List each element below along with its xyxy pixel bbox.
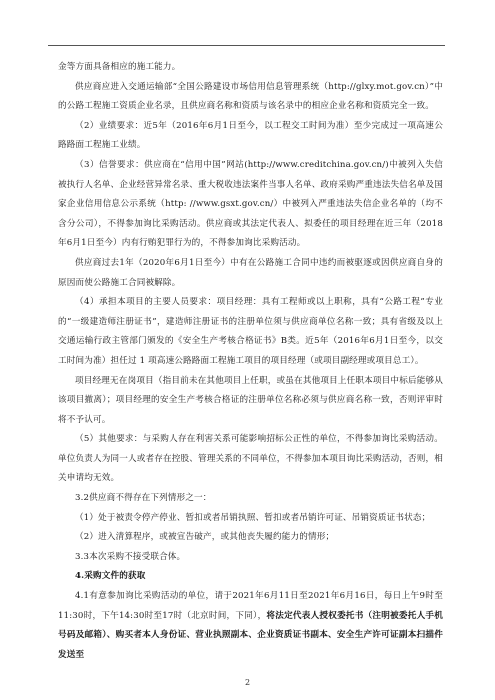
header-rule [48, 45, 445, 46]
paragraph: （5）其他要求：与采购人存在利害关系可能影响招标公正性的单位，不得参加询比采购活动。单位负责人为同一人或者存在控股、管理关系的不同单位，不得参加本项目询比采购活动，否则，相关申请均无效。 [58, 434, 443, 484]
paragraph: （3）信誉要求：供应商在“信用中国”网站(http://www.creditchina.gov.cn/)中被列入失信被执行人名单、企业经营异常名录、重大税收违法案件当事人名单、政府采购严重违法失信名单及国家企业信用信息公示系统（http: //www.gsxt.gov.cn/）中被列入严重违法失信企业名单的（均不含分公司），不得参加询比采购活动。供应商或其法定代表人、拟委任的项目经理在近三年（2018年6月1日至今）内有行贿犯罪行为的，不得参加询比采购活动。 [58, 159, 443, 249]
paragraph: 供应商应进入交通运输部“全国公路建设市场信用信息管理系统（http://glxy.mot.gov.cn）”中的公路工程施工资质企业名录，且供应商名称和资质与该名录中的相应企业名称和资质完全一致。 [58, 81, 443, 112]
paragraph-bold-text: 将法定代表人授权委托书（注明被委托人手机号码及邮箱）、购买者本人身份证、营业执照副本、企业资质证书副本、安全生产许可证副本扫描件发送至 [58, 610, 443, 660]
paragraph: 项目经理无在岗项目（指目前未在其他项目上任职，或虽在其他项目上任职本项目中标后能够从该项目撤离）；项目经理的安全生产考核合格证的注册单位名称必须与供应商名称一致，否则评审时将不予认可。 [58, 375, 443, 425]
paragraph: 供应商过去1年（2020年6月1日至今）中有在公路施工合同中违约而被驱逐或因供应商自身的原因而使公路施工合同被解除。 [58, 257, 443, 288]
paragraph-text: 4.1有意参加询比采购活动的单位，请于2021年6月11日至2021年6月16日，每日上午9时至11:30时，下午14:30时至17时（北京时间，下同）， [58, 591, 443, 621]
page-number: 2 [244, 678, 251, 687]
paragraph: （4）承担本项目的主要人员要求：项目经理：具有工程师或以上职称，具有“公路工程”专业的“一级建造师注册证书”，建造师注册证书的注册单位须与供应商单位名称一致；具有省级及以上交通运输行政主管部门颁发的《安全生产考核合格证书》B类。近5年（2016年6月1日至今，以交工时间为准）担任过 1 项高速公路路面工程施工项目的项目经理（或项目副经理或项目总工）。 [58, 297, 443, 366]
paragraph: （2）业绩要求：近5年（2016年6月1日至今，以工程交工时间为准）至少完成过一项高速公路路面工程施工业绩。 [58, 120, 443, 151]
section-heading: 4.采购文件的获取 [75, 571, 146, 582]
paragraph: （1）处于被责令停产停业、暂扣或者吊销执照、暂扣或者吊销许可证、吊销资质证书状态； [75, 512, 431, 523]
paragraph: （2）进入清算程序，或被宣告破产，或其他丧失履约能力的情形； [75, 532, 335, 543]
paragraph: 3.2供应商不得存在下列情形之一： [75, 493, 212, 504]
document-body [58, 58, 443, 665]
paragraph: 3.3本次采购不接受联合体。 [75, 551, 186, 562]
paragraph: 金等方面具备相应的施工能力。 [58, 62, 181, 72]
paragraph [58, 587, 443, 665]
